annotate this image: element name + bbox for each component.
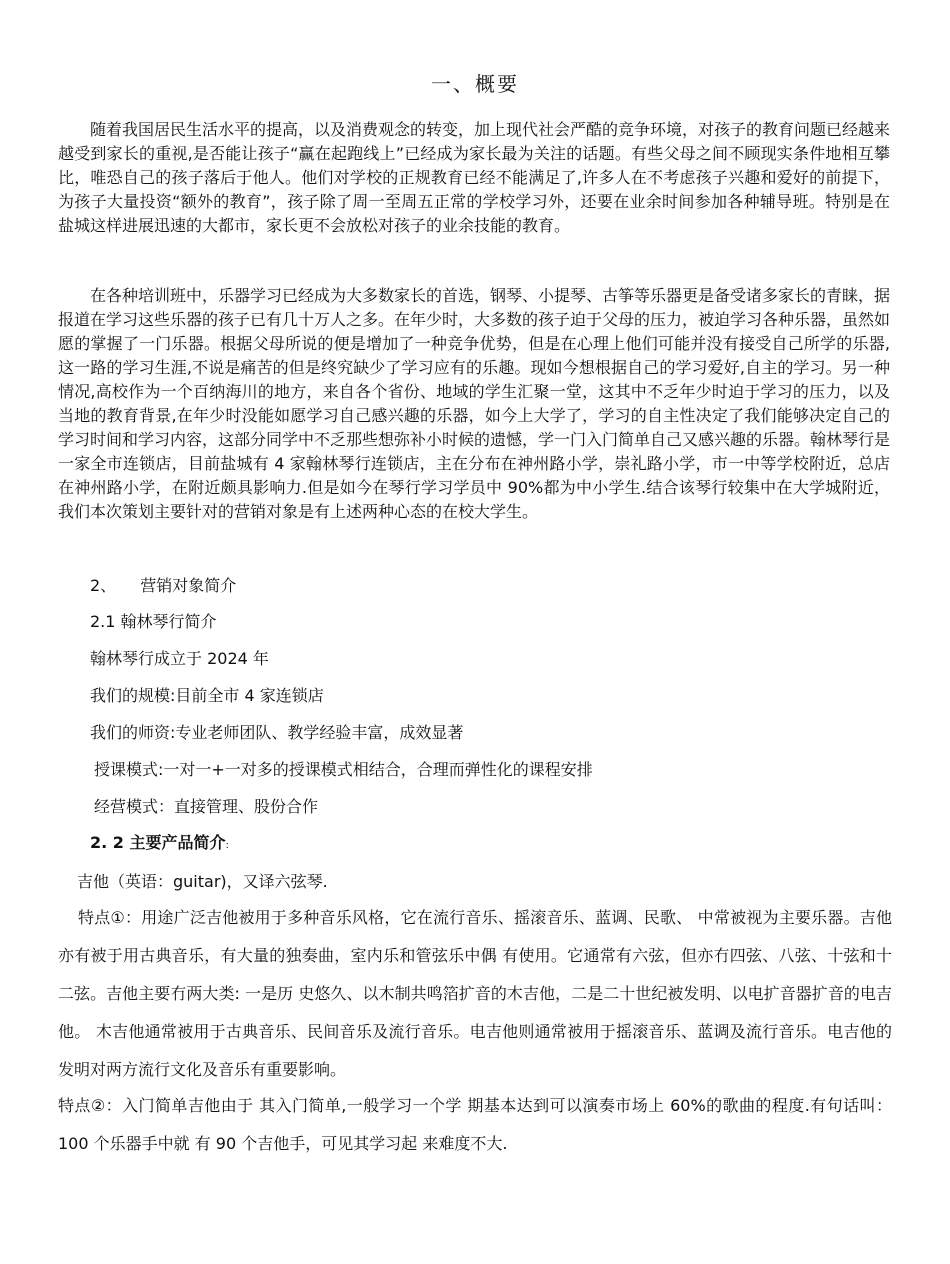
founded-line: 翰林琴行成立于 2024 年 [90,649,269,668]
subsection-2-2-title: 2. 2 主要产品简介 [90,833,226,852]
business-mode-line: 经营模式：直接管理、股份合作 [94,797,319,816]
section-2-number: 2、 [90,576,117,595]
guitar-intro-line: 吉他（英语：guitar)，又译六弦琴. [77,872,328,891]
feature-2-paragraph: 特点②：入门简单吉他由于 其入门简单,一般学习一个学 期基本达到可以演奏市场上 60%的歌曲的程度.有句话叫：100 个乐器手中就 有 90 个吉他手，可见其学习起 来难度不大. [58,1096,892,1153]
subsection-2-2-heading [90,830,229,853]
subsection-2-2-colon: : [225,840,229,851]
teachers-line: 我们的师资:专业老师团队、教学经验丰富，成效显著 [90,723,464,742]
section-heading: 一、概要 [431,72,519,96]
teaching-mode-line: 授课模式:一对一+一对多的授课模式相结合，合理而弹性化的课程安排 [94,760,593,779]
section-2-heading [90,573,236,596]
section-2-title: 营销对象简介 [140,576,237,595]
overview-paragraph-1: 随着我国居民生活水平的提高，以及消费观念的转变，加上现代社会严酷的竞争环境，对孩子的教育问题已经越来越受到家长的重视,是否能让孩子“赢在起跑线上”已经成为家长最为关注的话题。有些父母之间不顾现实条件地相互攀比，唯恐自己的孩子落后于他人。他们对学校的正规教育已经不能满足了,许多人在不考虑孩子兴趣和爱好的前提下，为孩子大量投资“额外的教育”，孩子除了周一至周五正常的学校学习外，还要在业余时间参加各种辅导班。特别是在盐城这样进展迅速的大都市，家长更不会放松对孩子的业余技能的教育。 [58,120,891,235]
subsection-2-1-title: 2.1 翰林琴行简介 [90,612,217,631]
overview-paragraph-2: 在各种培训班中，乐器学习已经成为大多数家长的首选，钢琴、小提琴、古筝等乐器更是备受诸多家长的青睐，据报道在学习这些乐器的孩子已有几十万人之多。在年少时，大多数的孩子迫于父母的压力，被迫学习各种乐器，虽然如愿的掌握了一门乐器。根据父母所说的便是增加了一种竞争优势，但是在心理上他们可能并没有接受自己所学的乐器,这一路的学习生涯,不说是痛苦的但是终究缺少了学习应有的乐趣。现如今想根据自己的学习爱好,自主的学习。另一种情况,高校作为一个百纳海川的地方，来自各个省份、地域的学生汇聚一堂，这其中不乏年少时迫于学习的压力，以及当地的教育背景,在年少时没能如愿学习自己感兴趣的乐器，如今上大学了，学习的自主性决定了我们能够决定自己的学习时间和学习内容，这部分同学中不乏那些想弥补小时候的遗憾，学一门入门简单自己又感兴趣的乐器。翰林琴行是一家全市连锁店，目前盐城有 4 家翰林琴行连锁店，主在分布在神州路小学，崇礼路小学，市一中等学校附近，总店在神州路小学，在附近颇具影响力.但是如今在琴行学习学员中 90%都为中小学生.结合该琴行较集中在大学城附近，我们本次策划主要针对的营销对象是有上述两种心态的在校大学生。 [58,286,891,521]
feature-1-paragraph: 特点①：用途广泛吉他被用于多种音乐风格，它在流行音乐、摇滚音乐、蓝调、民歌、 中常被视为主要乐器。吉他亦有被于用古典音乐，有大量的独奏曲，室内乐和管弦乐中偶 有使用。它通常有六弦，但亦冇四弦、八弦、十弦和十二弦。吉他主要冇两大类: 一是历 史悠久、以木制共鸣箔扩音的木吉他，二是二十世纪被发明、以电扩音器扩音的电吉他。 木吉他通常被用于古典音乐、民间音乐及流行音乐。电吉他则通常被用于摇滚音乐、蓝调及流行音乐。电吉他的发明对两方流行文化及音乐有重要影响。 [58,908,892,1079]
scale-line: 我们的规模:目前全市 4 家连锁店 [90,686,324,705]
